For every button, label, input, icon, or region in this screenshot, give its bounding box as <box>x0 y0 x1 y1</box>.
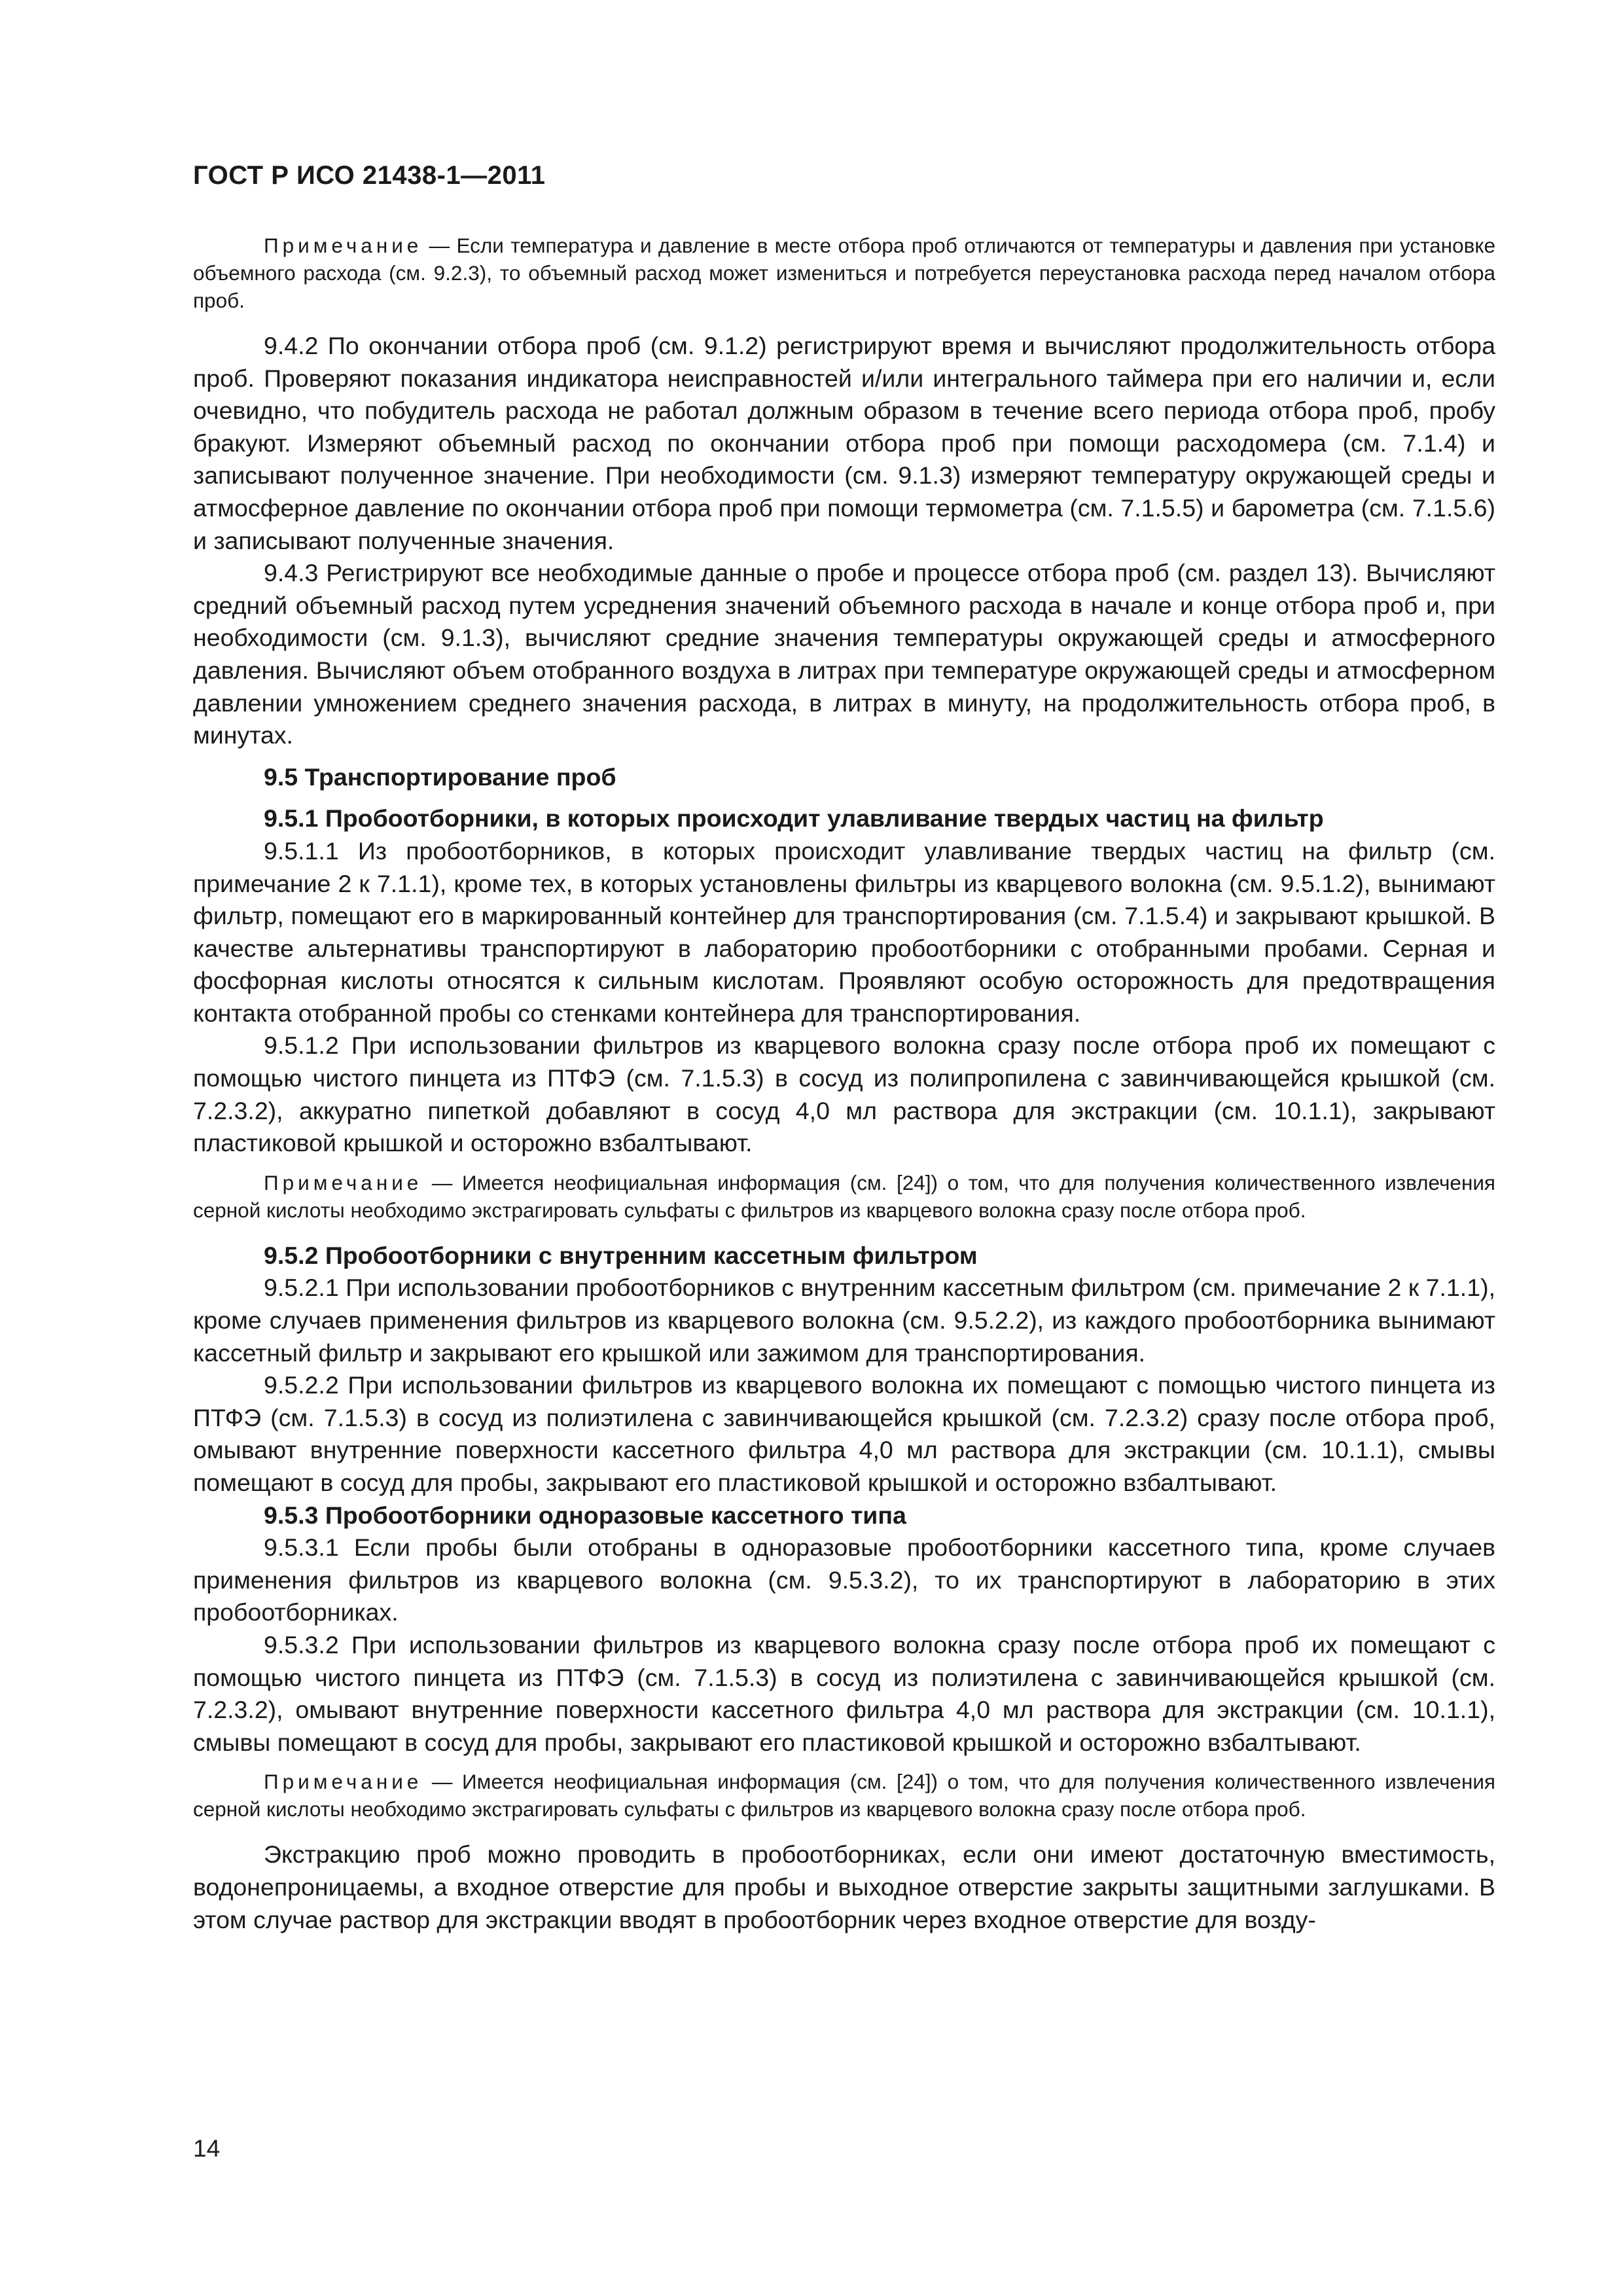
paragraph-9-5-2-2: 9.5.2.2 При использовании фильтров из кварцевого волокна их помещают с помощью чистого пинцета из ПТФЭ (см. 7.1.5.3) в сосуд из полиэтилена с завинчивающейся крышкой (см. 7.2.3.2) сразу после отбора проб, омывают внутренние поверхности кассетного фильтра 4,0 мл раствора для экстракции (см. 10.1.1), смывы помещают в сосуд для пробы, закрывают его пластиковой крышкой и осторожно взбалтывают. <box>193 1371 1495 1496</box>
note-2 <box>193 1169 1495 1224</box>
note-2-label: Примечание <box>264 1170 423 1194</box>
page-number: 14 <box>193 2135 221 2162</box>
heading-9-5: 9.5 Транспортирование проб <box>264 762 616 791</box>
heading-9-5-1: 9.5.1 Пробоотборники, в которых происходит улавливание твердых частиц на фильтр <box>264 804 1324 833</box>
note-3-text: — Имеется неофициальная информация (см. [24]) о том, что для получения количественного извлечения серной кислоты необходимо экстрагировать сульфаты с фильтров из кварцевого волокна сразу после отбора проб. <box>193 1770 1495 1821</box>
paragraph-9-5-3-1: 9.5.3.1 Если пробы были отобраны в одноразовые пробоотборники кассетного типа, кроме случаев применения фильтров из кварцевого волокна (см. 9.5.3.2), то их транспортируют в лабораторию в этих пробоотборниках. <box>193 1534 1495 1626</box>
note-1 <box>193 232 1495 314</box>
document-id-header: ГОСТ Р ИСО 21438-1—2011 <box>193 161 546 190</box>
note-1-label: Примечание <box>264 234 423 257</box>
paragraph-extraction: Экстракцию проб можно проводить в пробоотборниках, если они имеют достаточную вместимость, водонепроницаемы, а входное отверстие для пробы и выходное отверстие закрыты защитными заглушками. В этом случае раствор для экстракции вводят в пробоотборник через входное отверстие для возду- <box>193 1840 1495 1933</box>
paragraph-9-5-2-1: 9.5.2.1 При использовании пробоотборников с внутренним кассетным фильтром (см. примечание 2 к 7.1.1), кроме случаев применения фильтров из кварцевого волокна (см. 9.5.2.2), из каждого пробоотборника вынимают кассетный фильтр и закрывают его крышкой или зажимом для транспортирования. <box>193 1274 1495 1367</box>
paragraph-9-4-3: 9.4.3 Регистрируют все необходимые данные о пробе и процессе отбора проб (см. раздел 13). Вычисляют средний объемный расход путем усреднения значений объемного расхода в начале и конце отбора проб и, при необходимости (см. 9.1.3), вычисляют средние значения температуры окружающей среды и атмосферного давления. Вычисляют объем отобранного воздуха в литрах при температуре окружающей среды и атмосферном давлении умножением среднего значения расхода, в литрах в минуту, на продолжительность отбора проб, в минутах. <box>193 559 1495 749</box>
paragraph-9-5-3-2: 9.5.3.2 При использовании фильтров из кварцевого волокна сразу после отбора проб их помещают с помощью чистого пинцета из ПТФЭ (см. 7.1.5.3) в сосуд из полиэтилена с завинчивающейся крышкой (см. 7.2.3.2), омывают внутренние поверхности кассетного фильтра 4,0 мл раствора для экстракции (см. 10.1.1), смывы помещают в сосуд для пробы, закрывают его пластиковой крышкой и осторожно взбалтывают. <box>193 1630 1495 1756</box>
heading-9-5-3: 9.5.3 Пробоотборники одноразовые кассетного типа <box>264 1501 906 1529</box>
paragraph-9-5-1-1: 9.5.1.1 Из пробоотборников, в которых происходит улавливание твердых частиц на фильтр (см. примечание 2 к 7.1.1), кроме тех, в которых установлены фильтры из кварцевого волокна (см. 9.5.1.2), вынимают фильтр, помещают его в маркированный контейнер для транспортирования (см. 7.1.5.4) и закрывают крышкой. В качестве альтернативы транспортируют в лабораторию пробоотборники с отобранными пробами. Серная и фосфорная кислоты относятся к сильным кислотам. Проявляют особую осторожность для предотвращения контакта отобранной пробы со стенками контейнера для транспортирования. <box>193 836 1495 1027</box>
heading-9-5-2: 9.5.2 Пробоотборники с внутренним кассетным фильтром <box>264 1241 978 1269</box>
note-3 <box>193 1768 1495 1823</box>
note-2-text: — Имеется неофициальная информация (см. [24]) о том, что для получения количественного извлечения серной кислоты необходимо экстрагировать сульфаты с фильтров из кварцевого волокна сразу после отбора проб. <box>193 1170 1495 1222</box>
paragraph-9-5-1-2: 9.5.1.2 При использовании фильтров из кварцевого волокна сразу после отбора проб их помещают с помощью чистого пинцета из ПТФЭ (см. 7.1.5.3) в сосуд из полипропилена с завинчивающейся крышкой (см. 7.2.3.2), аккуратно пипеткой добавляют в сосуд 4,0 мл раствора для экстракции (см. 10.1.1), закрывают пластиковой крышкой и осторожно взбалтывают. <box>193 1031 1495 1157</box>
note-1-text: — Если температура и давление в месте отбора проб отличаются от температуры и давления при установке объемного расхода (см. 9.2.3), то объемный расход может измениться и потребуется переустановка расхода перед началом отбора проб. <box>193 234 1495 312</box>
document-body <box>193 223 1495 1936</box>
note-3-label: Примечание <box>264 1770 423 1794</box>
paragraph-9-4-2: 9.4.2 По окончании отбора проб (см. 9.1.2) регистрируют время и вычисляют продолжительность отбора проб. Проверяют показания индикатора неисправностей и/или интегрального таймера при его наличии и, если очевидно, что побудитель расхода не работал должным образом в течение всего периода отбора проб, пробу бракуют. Измеряют объемный расход по окончании отбора проб при помощи расходомера (см. 7.1.4) и записывают полученное значение. При необходимости (см. 9.1.3) измеряют температуру окружающей среды и атмосферное давление по окончании отбора проб при помощи термометра (см. 7.1.5.5) и барометра (см. 7.1.5.6) и записывают полученные значения. <box>193 332 1495 554</box>
